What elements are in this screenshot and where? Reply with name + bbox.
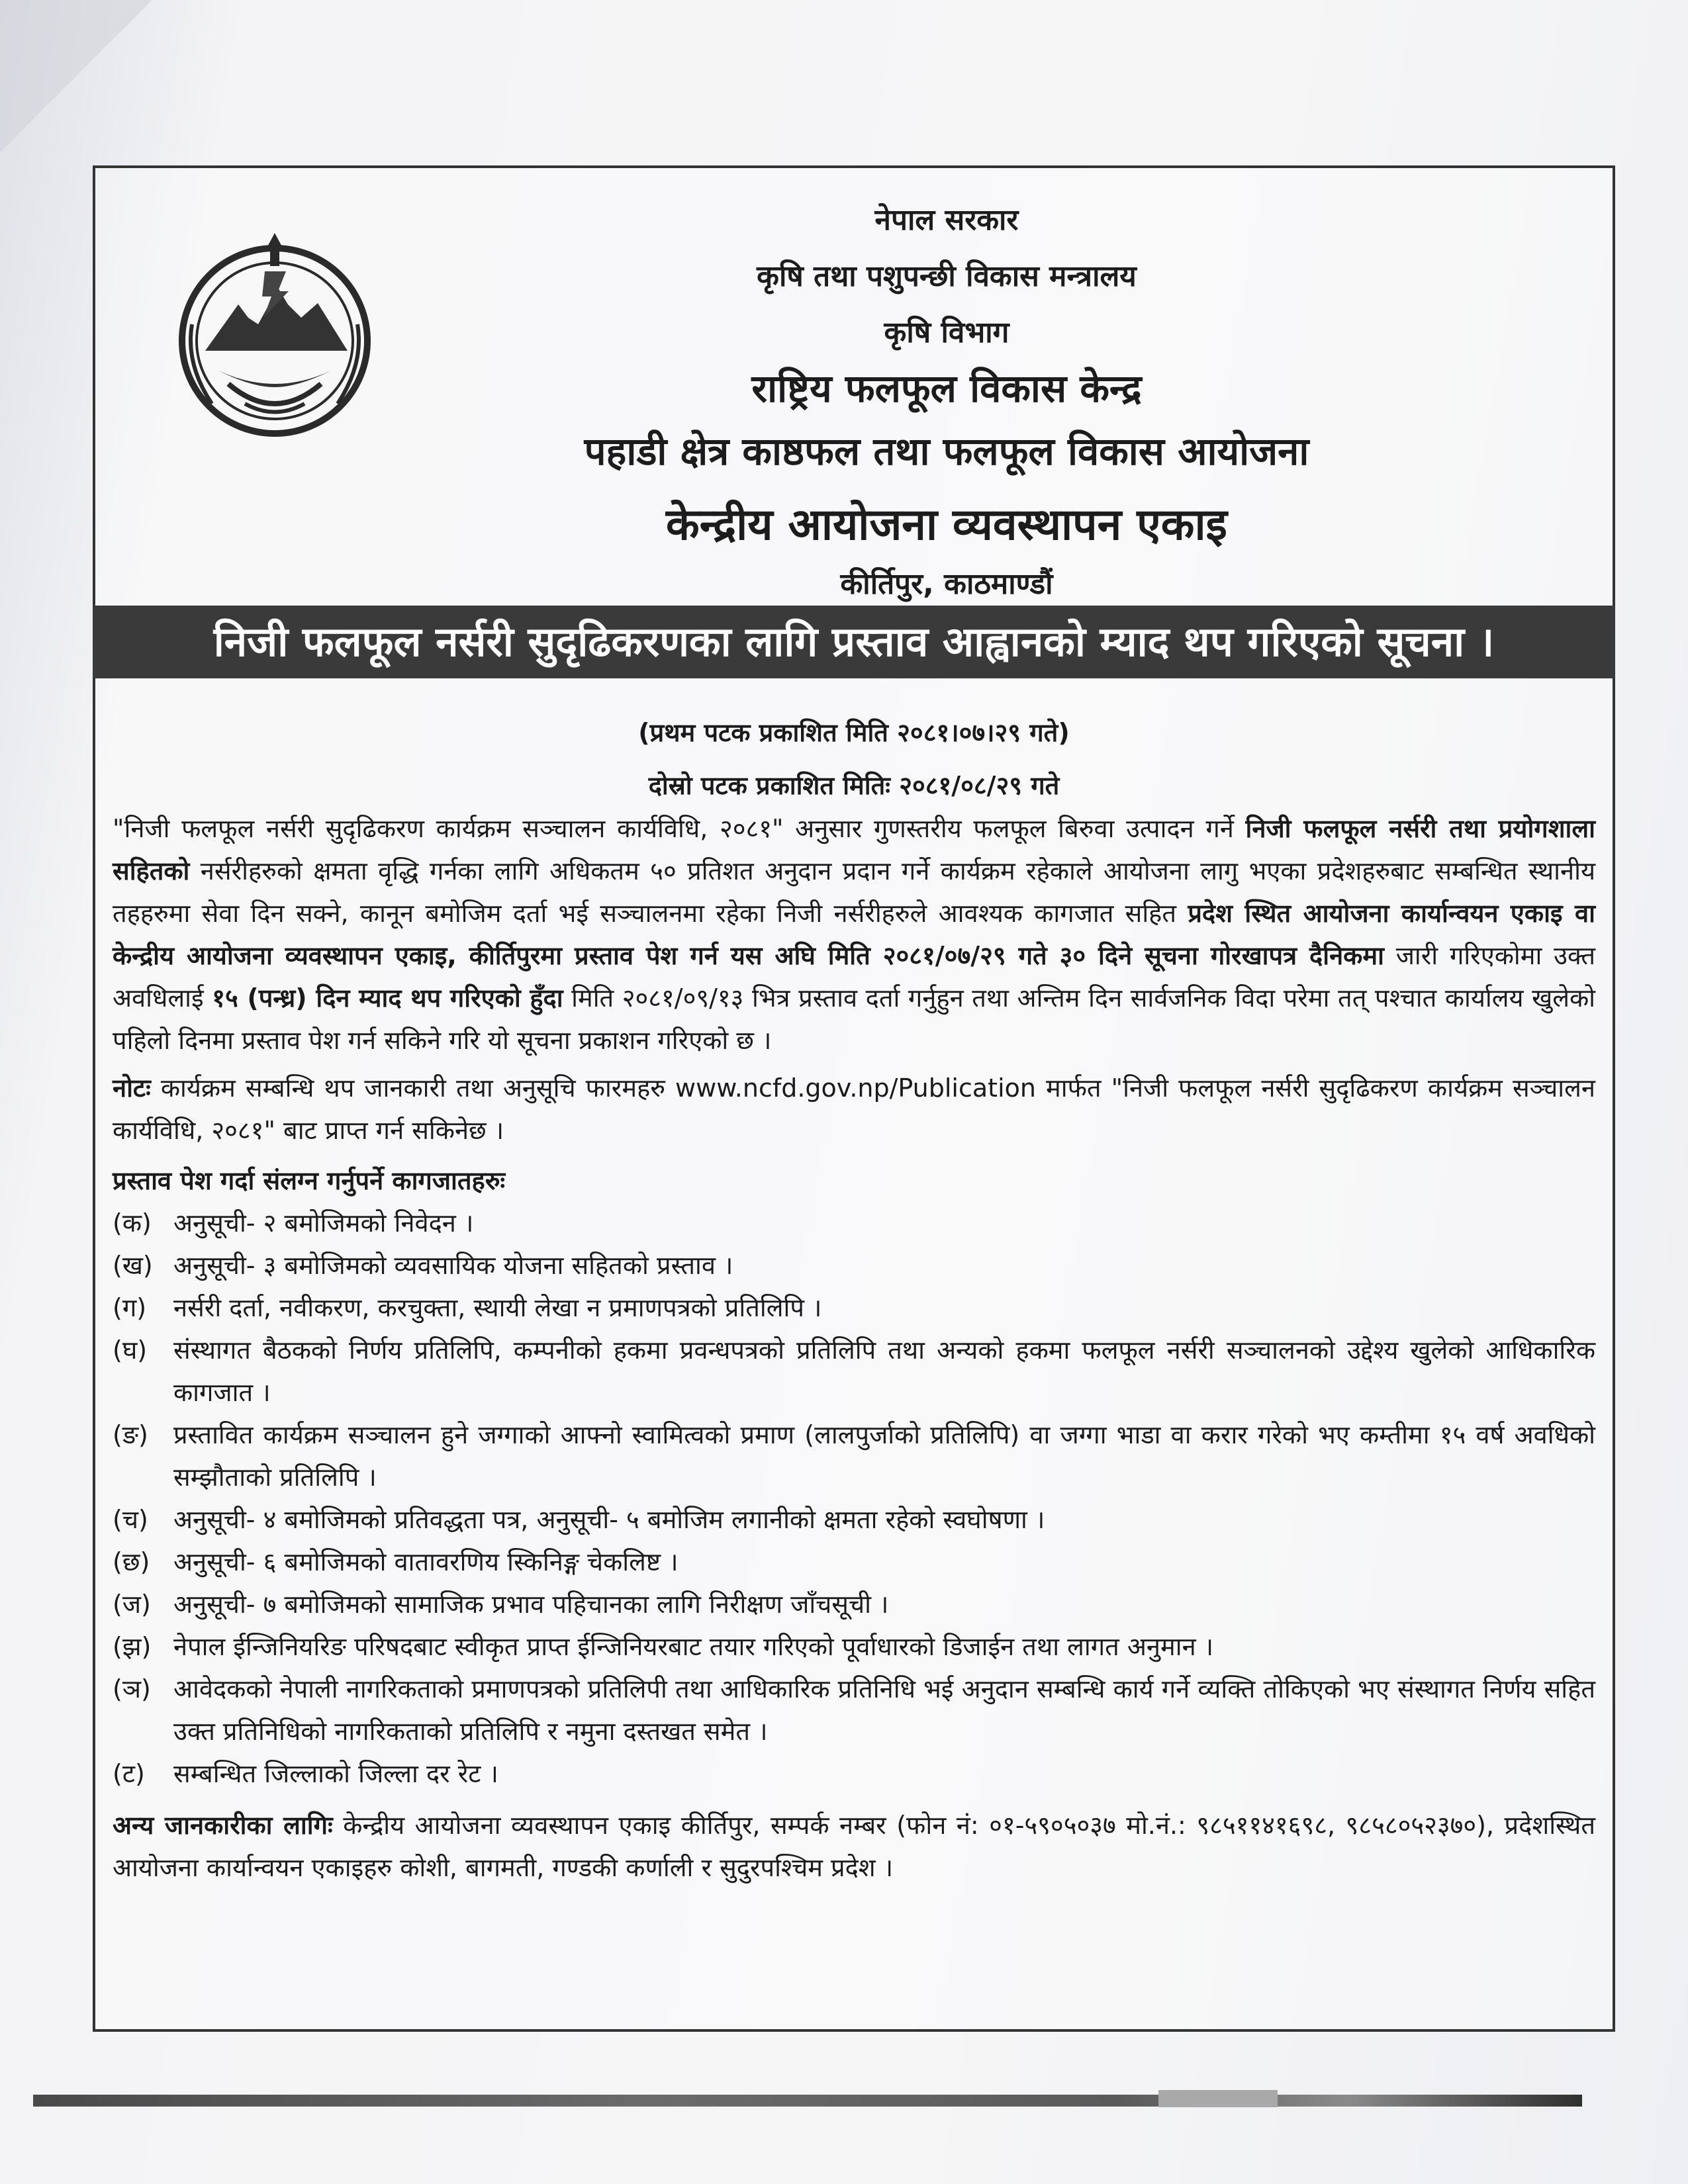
list-item (113, 1244, 1595, 1287)
list-item-text: नेपाल ईन्जिनियरिङ परिषदबाट स्वीकृत प्राप्त ईन्जिनियरबाट तयार गरिएको पूर्वाधारको डिजाईन तथा लागत अनुमान । (173, 1632, 1214, 1661)
list-item-text: अनुसूची- ६ बमोजिमको वातावरणिय स्किनिङ्ग चेकलिष्ट । (173, 1547, 679, 1576)
list-item-text: अनुसूची- ७ बमोजिमको सामाजिक प्रभाव पहिचानका लागि निरीक्षण जाँचसूची । (173, 1590, 889, 1619)
list-item (113, 1752, 1595, 1795)
contact-text: केन्द्रीय आयोजना व्यवस्थापन एकाइ कीर्तिपुर, सम्पर्क नम्बर (फोन नं: ०१-५९०५०३७ मो.नं.: ९८५११४१६९८, ९८५८०५२३७०), प्रदेशस्थित आयोजना कार्यान्वयन एकाइहरु कोशी, बागमती, गण्डकी कर्णाली र सुदुरपश्चिम प्रदेश । (113, 1811, 1595, 1882)
list-marker: (झ) (113, 1632, 152, 1661)
first-publication-date: (प्रथम पटक प्रकाशित मिति २०८१।०७।२९ गते) (638, 718, 1070, 747)
documents-list-heading: प्रस्ताव पेश गर्दा संलग्न गर्नुपर्ने कागजातहरुः (113, 1166, 506, 1195)
list-item (113, 1625, 1595, 1668)
list-marker: (घ) (113, 1336, 148, 1365)
paragraph-bold-text: प्रदेश स्थित आयोजना कार्यान्वयन एकाइ वा केन्द्रीय आयोजना व्यवस्थापन एकाइ, कीर्तिपुरमा प्रस्ताव पेश गर्न यस अघि मिति २०८१/०७/२९ गते ३० दिने सूचना गोरखापत्र दैनिकमा (113, 899, 1595, 970)
list-item (113, 1541, 1595, 1583)
note-text: कार्यक्रम सम्बन्धि थप जानकारी तथा अनुसूचि फारमहरु www.ncfd.gov.np/Publication मार्फत "निजी फलफूल नर्सरी सुदृढिकरण कार्यक्रम सञ्चालन कार्यविधि, २०८१" बाट प्राप्त गर्न सकिनेछ । (113, 1073, 1595, 1145)
list-item (113, 1498, 1595, 1541)
list-item-text: प्रस्तावित कार्यक्रम सञ्चालन हुने जग्गाको आफ्नो स्वामित्वको प्रमाण (लालपुर्जाको प्रतिलिपि) वा जग्गा भाडा वा करार गरेको भए कम्तीमा १५ वर्ष अवधिको सम्झौताको प्रतिलिपि । (173, 1420, 1595, 1492)
contact-paragraph (113, 1804, 1595, 1889)
list-item-text: नर्सरी दर्ता, नवीकरण, करचुक्ता, स्थायी लेखा न प्रमाणपत्रको प्रतिलिपि । (173, 1293, 822, 1322)
list-item (113, 1668, 1595, 1752)
list-item (113, 1414, 1595, 1498)
list-marker: (ट) (113, 1759, 145, 1788)
bottom-scan-line (33, 2095, 1582, 2107)
list-item-text: अनुसूची- ४ बमोजिमको प्रतिवद्धता पत्र, अनुसूची- ५ बमोजिम लगानीको क्षमता रहेको स्वघोषणा । (173, 1505, 1045, 1534)
main-paragraph (113, 807, 1595, 1062)
bottom-scan-mark (1158, 2090, 1278, 2107)
list-marker: (ग) (113, 1293, 147, 1322)
paragraph-text: मिति २०८१/०९/१३ भित्र प्रस्ताव दर्ता गर्नुहुन तथा अन्तिम दिन सार्वजनिक विदा परेमा तत् पश्चात कार्यालय खुलेको पहिलो दिनमा प्रस्ताव पेश गर्न सकिने गरि यो सूचना प्रकाशन गरिएको छ । (113, 983, 1595, 1055)
header-unit: केन्द्रीय आयोजना व्यवस्थापन एकाइ (666, 499, 1227, 550)
paragraph-text: जारी गरिएकोमा उक्त अवधिलाई (113, 941, 1595, 1013)
header-location: कीर्तिपुर, काठमाण्डौं (840, 567, 1053, 601)
list-item-text: सम्बन्धित जिल्लाको जिल्ला दर रेट । (173, 1759, 498, 1788)
list-marker: (क) (113, 1208, 152, 1238)
list-item (113, 1202, 1595, 1244)
list-marker: (ज) (113, 1590, 151, 1619)
paragraph-bold-text: १५ (पन्ध्र) दिन म्याद थप गरिएको हुँदा (212, 983, 563, 1013)
nepal-government-emblem-icon (165, 225, 384, 443)
documents-list (113, 1202, 1595, 1795)
list-item-text: संस्थागत बैठकको निर्णय प्रतिलिपि, कम्पनीको हकमा प्रवन्धपत्रको प्रतिलिपि तथा अन्यको हकमा फलफूल नर्सरी सञ्चालनको उद्देश्य खुलेको आधिकारिक कागजात । (173, 1336, 1595, 1407)
header-centre: राष्ट्रिय फलफूल विकास केन्द्र (751, 366, 1142, 411)
paragraph-text: "निजी फलफूल नर्सरी सुदृढिकरण कार्यक्रम सञ्चालन कार्यविधि, २०८१" अनुसार गुणस्तरीय फलफूल बिरुवा उत्पादन गर्ने (113, 814, 1246, 843)
list-marker: (ञ) (113, 1674, 151, 1704)
list-marker: (ङ) (113, 1420, 148, 1449)
contact-label: अन्य जानकारीका लागिः (113, 1811, 333, 1840)
list-marker: (ख) (113, 1251, 153, 1280)
header-ministry: कृषि तथा पशुपन्छी विकास मन्त्रालय (757, 259, 1137, 293)
header-department: कृषि विभाग (884, 316, 1009, 349)
list-item-text: अनुसूची- ३ बमोजिमको व्यवसायिक योजना सहितको प्रस्ताव । (173, 1251, 733, 1280)
paper-fold-corner (0, 0, 152, 152)
note-label: नोटः (113, 1073, 151, 1103)
paragraph-bold-text: निजी फलफूल नर्सरी तथा प्रयोगशाला सहितको (113, 814, 1595, 886)
list-marker: (च) (113, 1505, 148, 1534)
second-publication-date: दोस्रो पटक प्रकाशित मितिः २०८१/०८/२९ गते (648, 771, 1060, 800)
notice-body (113, 807, 1595, 1889)
header-government: नेपाल सरकार (874, 203, 1019, 237)
list-item (113, 1287, 1595, 1329)
paragraph-text: नर्सरीहरुको क्षमता वृद्धि गर्नका लागि अधिकतम ५० प्रतिशत अनुदान प्रदान गर्ने कार्यक्रम रहेकाले आयोजना लागु भएका प्रदेशहरुबाट सम्बन्धित स्थानीय तहहरुमा सेवा दिन सक्ने, कानून बमोजिम दर्ता भई सञ्चालनमा रहेका निजी नर्सरीहरुले आवश्यक कागजात सहित (113, 856, 1595, 928)
list-item-text: अनुसूची- २ बमोजिमको निवेदन । (173, 1208, 474, 1238)
note-paragraph (113, 1067, 1595, 1152)
list-item (113, 1583, 1595, 1625)
header-project: पहाडी क्षेत्र काष्ठफल तथा फलफूल विकास आयोजना (584, 429, 1309, 474)
list-item-text: आवेदकको नेपाली नागरिकताको प्रमाणपत्रको प्रतिलिपी तथा आधिकारिक प्रतिनिधि भई अनुदान सम्बन्धि कार्य गर्ने व्यक्ति तोकिएको भए संस्थागत निर्णय सहित उक्त प्रतिनिधिको नागरिकताको प्रतिलिपि र नमुना दस्तखत समेत । (173, 1674, 1595, 1746)
list-marker: (छ) (113, 1547, 150, 1576)
list-item (113, 1329, 1595, 1414)
notice-title-banner: निजी फलफूल नर्सरी सुदृढिकरणका लागि प्रस्ताव आह्वानको म्याद थप गरिएको सूचना । (93, 606, 1615, 678)
